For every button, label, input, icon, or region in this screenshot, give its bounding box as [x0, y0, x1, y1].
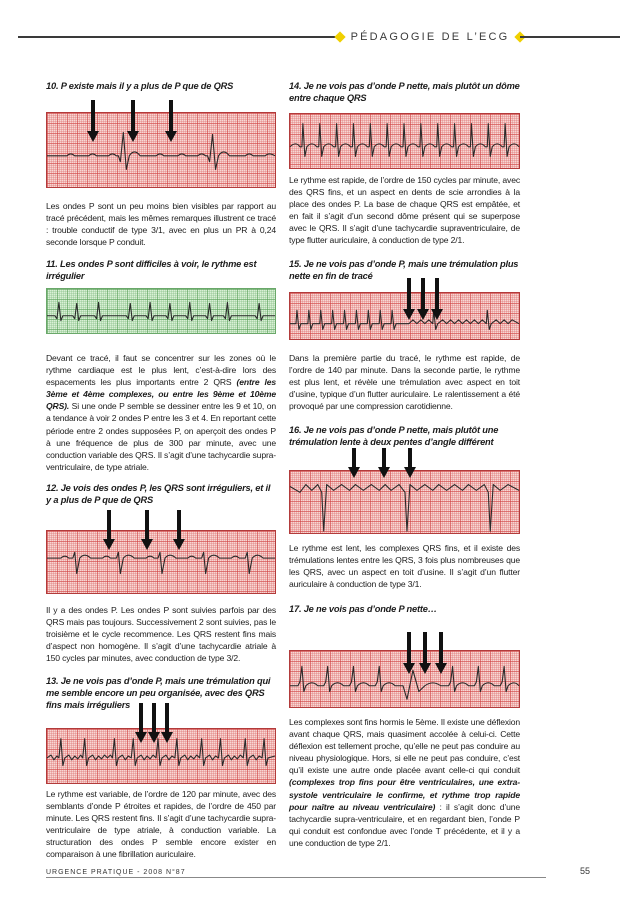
header-rule-right — [520, 36, 620, 38]
section-10-text: Les ondes P sont un peu moins bien visibles par rapport au tracé précédent, mais les mêmes remarques illustrent ce tracé : trouble conductif de type 3/1, avec en plus un PR à 0,24 seconde lorsque P conduit. — [46, 201, 276, 248]
ecg-strip-10 — [46, 112, 276, 188]
section-15-text: Dans la première partie du tracé, le rythme est rapide, de l’ordre de 140 par minute. Dans la seconde partie, le rythme est plus lent, et révèle une trémulation avec aspect en toit d’usine, typique d’un flutter auriculaire. Le ralentissement a été provoqué par une compression carotidienne. — [289, 353, 520, 412]
ecg-trace-14 — [290, 114, 519, 168]
section-11-text — [46, 352, 276, 473]
section-15-heading: 15. Je ne vois pas d’onde P, mais une trémulation plus nette en fin de tracé — [289, 259, 519, 281]
ecg-trace-10 — [47, 113, 275, 187]
section-17-text-a: Les complexes sont fins hormis le 5ème. Il existe une déflexion avant chaque QRS, mais quasiment accolée à celui-ci. Cette déflexion est tellement proche, qu’elle ne peut pas conduire au niveau physiologique. Hors, si elle ne peut pas conduire, c’est qu’il existe une autre onde placée avant celle-ci qui conduit — [289, 717, 520, 776]
ecg-strip-17 — [289, 650, 520, 708]
section-14-heading: 14. Je ne vois pas d’onde P nette, mais plutôt un dôme entre chaque QRS — [289, 81, 520, 103]
section-17-text-b: : il s’agit donc d’une tachycardie supra-ventriculaire, et en regardant bien, l’onde P qui conduit est confondue avec l’onde T précédente, et il y a une conduction de type 2/1. — [289, 801, 520, 848]
section-13-heading: 13. Je ne vois pas d’onde P, mais une trémulation qui me semble encore un peu organisée, avec des QRS fins mais irréguliers — [46, 676, 271, 710]
ecg-trace-16 — [290, 471, 519, 533]
section-10-heading: 10. P existe mais il y a plus de P que de QRS — [46, 81, 234, 91]
ecg-trace-17 — [290, 651, 519, 707]
footer-rule — [46, 877, 546, 878]
section-12-text: Il y a des ondes P. Les ondes P sont suivies parfois par des QRS mais pas toujours. Successivement 2 sont suivies, pas le troisième et le cycle recommence. Les QRS restent fins mais d’aspect non homogène. Il s’agit d’une tachycardie atriale à 150 cycles par minutes, avec conduction de type 3/2. — [46, 605, 276, 664]
ecg-trace-11 — [47, 289, 275, 333]
section-17-heading: 17. Je ne vois pas d’onde P nette… — [289, 604, 437, 614]
section-17-text-emphasis: (complexes trop fins pour être ventriculaires, une extra-systole ventriculaire le confirme, et rythme trop rapide pour naître au niveau ventriculaire) — [289, 777, 520, 812]
section-16-text: Le rythme est lent, les complexes QRS fins, et il existe des trémulations lentes entre les QRS, 3 fois plus nombreuses que les QRS, avec un aspect en toit d’usine. Il s’agit d’un flutter auriculaire à conduction de type 3/1. — [289, 543, 520, 590]
section-11-text-emphasis: (entre les 3ème et 4ème complexes, ou entre les 9ème et 10ème QRS). — [46, 377, 276, 412]
section-11-text-a: Devant ce tracé, il faut se concentrer sur les zones où le rythme cardiaque est le plus lent, c’est-à-dire lors des espacements les plus importants entre 2 QRS — [46, 353, 276, 388]
section-12-heading: 12. Je vois des ondes P, les QRS sont irréguliers, et il y a plus de P que de QRS — [46, 483, 271, 505]
ecg-trace-12 — [47, 531, 275, 593]
section-14-text: Le rythme est rapide, de l’ordre de 150 cycles par minute, avec des QRS fins, et un aspect en dents de scie arrondies à la place des ondes P. La base de chaque QRS est empâtée, et en fait il s’agit d’un second dôme présent qui se superpose avec le QRS. Il s’agit d’une tachycardie supraventriculaire, de type flutter auriculaire, à conduction de type 2/1. — [289, 175, 520, 246]
section-17-text — [289, 716, 520, 849]
section-13-text: Le rythme est variable, de l’ordre de 120 par minute, avec des semblants d’onde P étroites et rapides, de l’ordre de 450 par minute. Les QRS restent fins. Il s’agit d’une tachycardie supra-ventriculaire de type atriale, à conduction variable. La structuration des ondes P semble encore exister en comparaison à une fibrillation auriculaire. — [46, 789, 276, 860]
header-rule-left — [18, 36, 336, 38]
page-number: 55 — [580, 866, 591, 876]
ecg-strip-16 — [289, 470, 520, 534]
page-section-title: PÉDAGOGIE DE L’ECG — [340, 29, 520, 45]
ecg-strip-14 — [289, 113, 520, 169]
ecg-strip-11 — [46, 288, 276, 334]
journal-reference: URGENCE PRATIQUE - 2008 N°87 — [46, 869, 186, 876]
section-11-text-b: Si une onde P semble se dessiner entre les 9 et 10, on a tendance à voir 2 ondes P entre les 3 et 4. En reportant cette période entre 2 ondes supposées P, on aperçoit des ondes P à une fréquence de plus de 300 par minute, avec une conduction variable des QRS. Il s’agit d’une tachycardie supra-ventriculaire, de type atriale. — [46, 401, 276, 472]
section-11-heading: 11. Les ondes P sont difficiles à voir, le rythme est irrégulier — [46, 259, 257, 281]
ecg-strip-12 — [46, 530, 276, 594]
section-16-heading: 16. Je ne vois pas d’onde P nette, mais plutôt une trémulation lente à deux pentes d’angle différent — [289, 425, 499, 447]
